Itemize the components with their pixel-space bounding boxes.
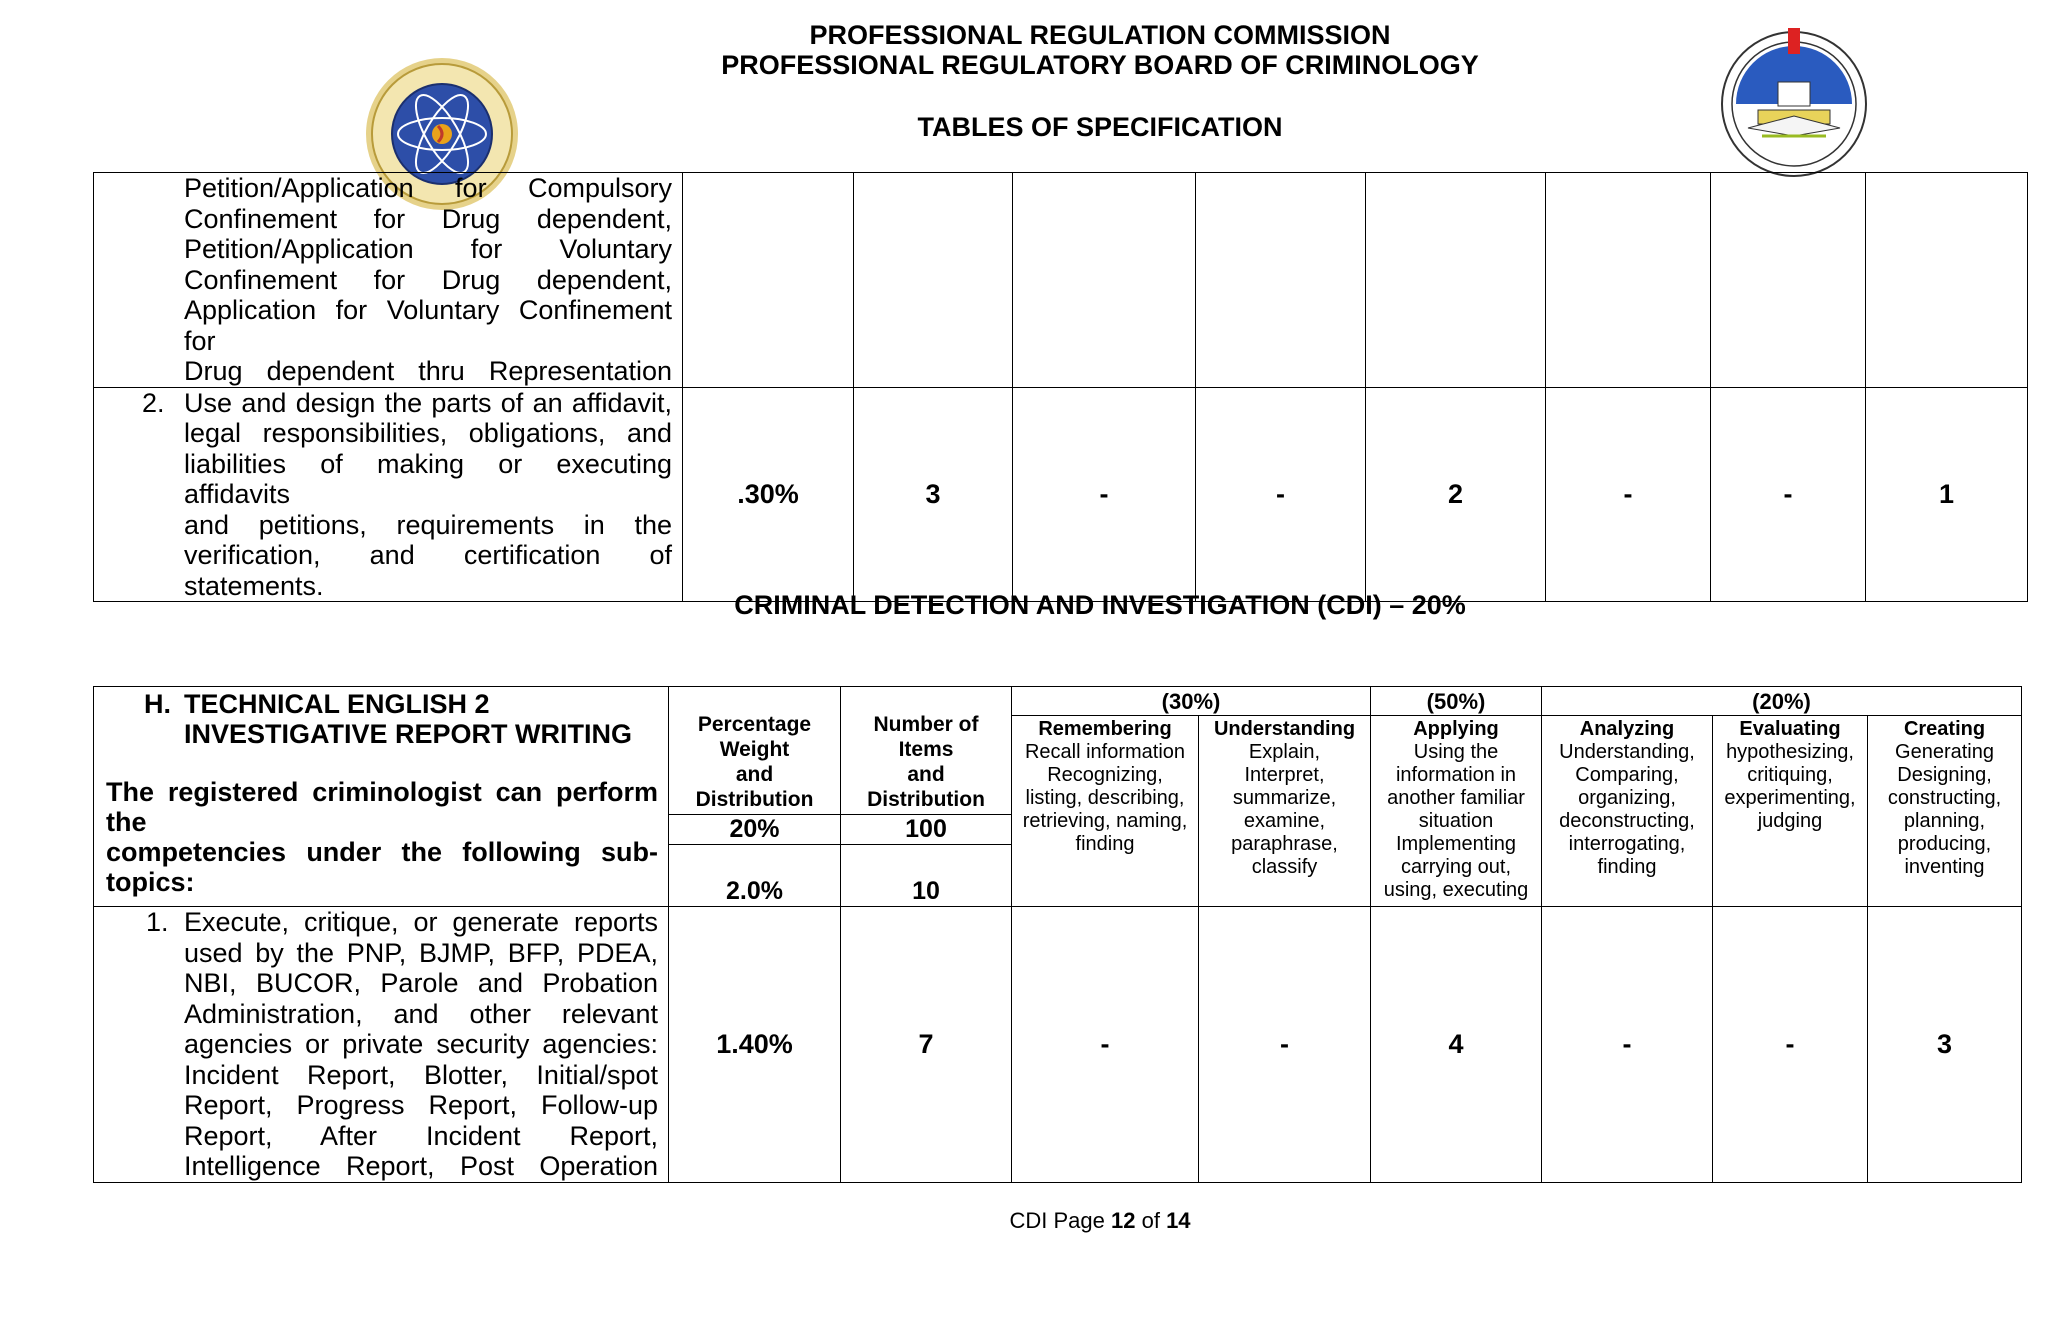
level-description-line: paraphrase, — [1231, 833, 1338, 855]
level-description-line: Explain, — [1248, 741, 1321, 763]
level-description-line: experimenting, — [1724, 787, 1856, 809]
footer-of: of — [1141, 1208, 1160, 1233]
header-line-2: PROFESSIONAL REGULATORY BOARD OF CRIMINOLOGY — [721, 50, 1479, 80]
text-line: Application for Voluntary Confinement for — [184, 295, 672, 356]
item-number: 2. — [142, 387, 165, 418]
upper-spec-table — [93, 172, 2028, 602]
page-footer — [0, 1208, 2048, 1234]
competency-line: topics: — [106, 867, 195, 897]
level-description-line: using, executing — [1383, 879, 1529, 901]
level-description-line: Recall information — [1024, 741, 1186, 763]
topic-letter: H. — [144, 689, 171, 719]
level-description-line: summarize, — [1232, 787, 1337, 809]
page-header — [0, 0, 2048, 175]
level-description-line: Comparing, — [1575, 764, 1679, 786]
items-header-cell — [841, 687, 1012, 815]
text-line: agencies or private security agencies: — [184, 1029, 658, 1059]
competency-line: The registered criminologist can perform the — [106, 777, 658, 837]
footer-prefix: CDI Page — [1009, 1208, 1105, 1233]
topic-cell — [94, 907, 669, 1183]
text-line: Execute, critique, or generate reports — [184, 907, 658, 937]
level-analyzing — [1542, 716, 1713, 907]
table-row — [94, 387, 2028, 602]
value-cell: - — [1196, 387, 1366, 602]
text-line: Confinement for Drug dependent, — [184, 264, 672, 295]
level-name: Remembering — [1038, 718, 1172, 740]
header-line: Items — [898, 738, 954, 761]
text-line: Report, After Incident Report, — [184, 1120, 658, 1151]
header-line-3: TABLES OF SPECIFICATION — [917, 112, 1283, 142]
level-description-line: Using the — [1413, 741, 1499, 763]
value-cell: .30% — [683, 387, 854, 602]
section-title: CRIMINAL DETECTION AND INVESTIGATION (CDI) – 20% — [734, 590, 1466, 620]
level-description-line: finding — [1075, 833, 1135, 855]
percentage-subtotal: 2.0% — [669, 845, 841, 907]
text-line: Use and design the parts of an affidavit, — [184, 387, 672, 418]
topic-text — [184, 907, 658, 1182]
board-of-criminology-seal-icon — [1718, 18, 1870, 180]
text-line: liabilities of making or executing affidavits — [184, 448, 672, 509]
level-description-line: carrying out, — [1400, 856, 1512, 878]
footer-page-number: 12 — [1110, 1208, 1136, 1233]
value-cell: 1 — [1866, 387, 2028, 602]
topic-text — [184, 388, 672, 602]
text-line: Report, Progress Report, Follow-up — [184, 1090, 658, 1120]
text-line: and petitions, requirements in the — [184, 509, 672, 540]
level-description-line: classify — [1251, 856, 1318, 878]
competency-statement — [94, 749, 668, 897]
value-cell: 2 — [1366, 387, 1546, 602]
value-cell: - — [1012, 907, 1199, 1183]
level-description-line: planning, — [1903, 810, 1986, 832]
header-line: and — [735, 763, 774, 786]
text-line: legal responsibilities, obligations, and — [184, 418, 672, 448]
level-understanding — [1199, 716, 1371, 907]
header-line: Percentage — [697, 713, 812, 736]
text-line: Petition/Application for Voluntary — [184, 234, 672, 264]
level-description-line: Understanding, — [1559, 741, 1695, 763]
items-header — [841, 712, 1011, 814]
topic-cell — [94, 387, 683, 602]
level-evaluating — [1713, 716, 1868, 907]
topic-cell — [94, 173, 683, 388]
level-description-line: finding — [1597, 856, 1657, 878]
level-description-line: Implementing — [1395, 833, 1517, 855]
level-description-line: retrieving, naming, — [1022, 810, 1188, 832]
percentage-header-cell — [669, 687, 841, 815]
value-cell: 3 — [1868, 907, 2022, 1183]
level-description-line: critiquing, — [1747, 764, 1833, 786]
table-row — [94, 173, 2028, 388]
topic-header-cell — [94, 687, 669, 907]
level-remembering — [1012, 716, 1199, 907]
level-description-line: inventing — [1904, 856, 1985, 878]
level-description-line: situation — [1418, 810, 1494, 832]
value-cell: - — [1711, 387, 1866, 602]
level-description-line: deconstructing, — [1559, 810, 1695, 832]
text-line: Petition/Application for Compulsory — [184, 173, 672, 203]
value-cell: 7 — [841, 907, 1012, 1183]
level-description-line: Recognizing, — [1047, 764, 1163, 786]
value-cell: 3 — [854, 387, 1013, 602]
value-cell: - — [1013, 387, 1196, 602]
level-description-line: constructing, — [1887, 787, 2002, 809]
lower-spec-table — [93, 686, 2022, 1183]
group-20-header: (20%) — [1542, 687, 2022, 716]
level-name: Evaluating — [1739, 718, 1841, 740]
text-line: Administration, and other relevant — [184, 998, 658, 1029]
value-cell: - — [1713, 907, 1868, 1183]
level-description-line: examine, — [1243, 810, 1326, 832]
item-number: 1. — [146, 907, 169, 937]
text-line: verification, and certification of — [184, 540, 672, 570]
percentage-total: 20% — [669, 815, 841, 845]
text-line: used by the PNP, BJMP, BFP, PDEA, — [184, 937, 658, 968]
topic-title: TECHNICAL ENGLISH 2 — [184, 689, 490, 719]
level-creating — [1868, 716, 2022, 907]
table-row — [94, 907, 2022, 1183]
value-cell: - — [1199, 907, 1371, 1183]
level-description-line: listing, describing, — [1025, 787, 1185, 809]
level-description-line: Designing, — [1897, 764, 1992, 786]
text-line: statements. — [184, 570, 324, 601]
value-cell: 1.40% — [669, 907, 841, 1183]
level-description-line: information in — [1395, 764, 1517, 786]
percentage-header — [669, 712, 840, 814]
footer-page-total: 14 — [1166, 1208, 1191, 1233]
topic-text — [94, 173, 682, 387]
level-description-line: interrogating, — [1568, 833, 1686, 855]
level-description-line: producing, — [1897, 833, 1992, 855]
level-name: Applying — [1413, 718, 1499, 740]
value-cell: - — [1546, 387, 1711, 602]
level-name: Understanding — [1213, 718, 1356, 740]
level-name: Analyzing — [1579, 718, 1675, 740]
level-description-line: another familiar — [1387, 787, 1525, 809]
level-description-line: Interpret, — [1244, 764, 1325, 786]
level-description-line: organizing, — [1578, 787, 1676, 809]
header-line: Number of — [873, 713, 979, 736]
group-50-header: (50%) — [1371, 687, 1542, 716]
value-cell: - — [1542, 907, 1713, 1183]
value-cell: 4 — [1371, 907, 1542, 1183]
header-line: and — [907, 763, 945, 786]
items-total: 100 — [841, 815, 1012, 845]
group-30-header: (30%) — [1012, 687, 1371, 716]
level-description-line: hypothesizing, — [1726, 741, 1854, 763]
level-applying — [1371, 716, 1542, 907]
text-line: Confinement for Drug dependent, — [184, 203, 672, 234]
level-name: Creating — [1903, 718, 1986, 740]
text-line: Intelligence Report, Post Operation — [184, 1151, 658, 1181]
text-line: NBI, BUCOR, Parole and Probation — [184, 968, 658, 998]
items-subtotal: 10 — [841, 845, 1012, 907]
header-line-1: PROFESSIONAL REGULATION COMMISSION — [809, 20, 1391, 50]
level-description-line: Generating — [1895, 741, 1994, 763]
level-description-line: judging — [1757, 810, 1823, 832]
competency-line: competencies under the following sub- — [106, 837, 658, 867]
header-line: Distribution — [695, 788, 814, 811]
text-line: Incident Report, Blotter, Initial/spot — [184, 1059, 658, 1090]
topic-subtitle: INVESTIGATIVE REPORT WRITING — [184, 719, 633, 749]
header-line: Distribution — [867, 788, 985, 811]
header-line: Weight — [719, 738, 790, 761]
text-line: Drug dependent thru Representation — [184, 356, 672, 386]
